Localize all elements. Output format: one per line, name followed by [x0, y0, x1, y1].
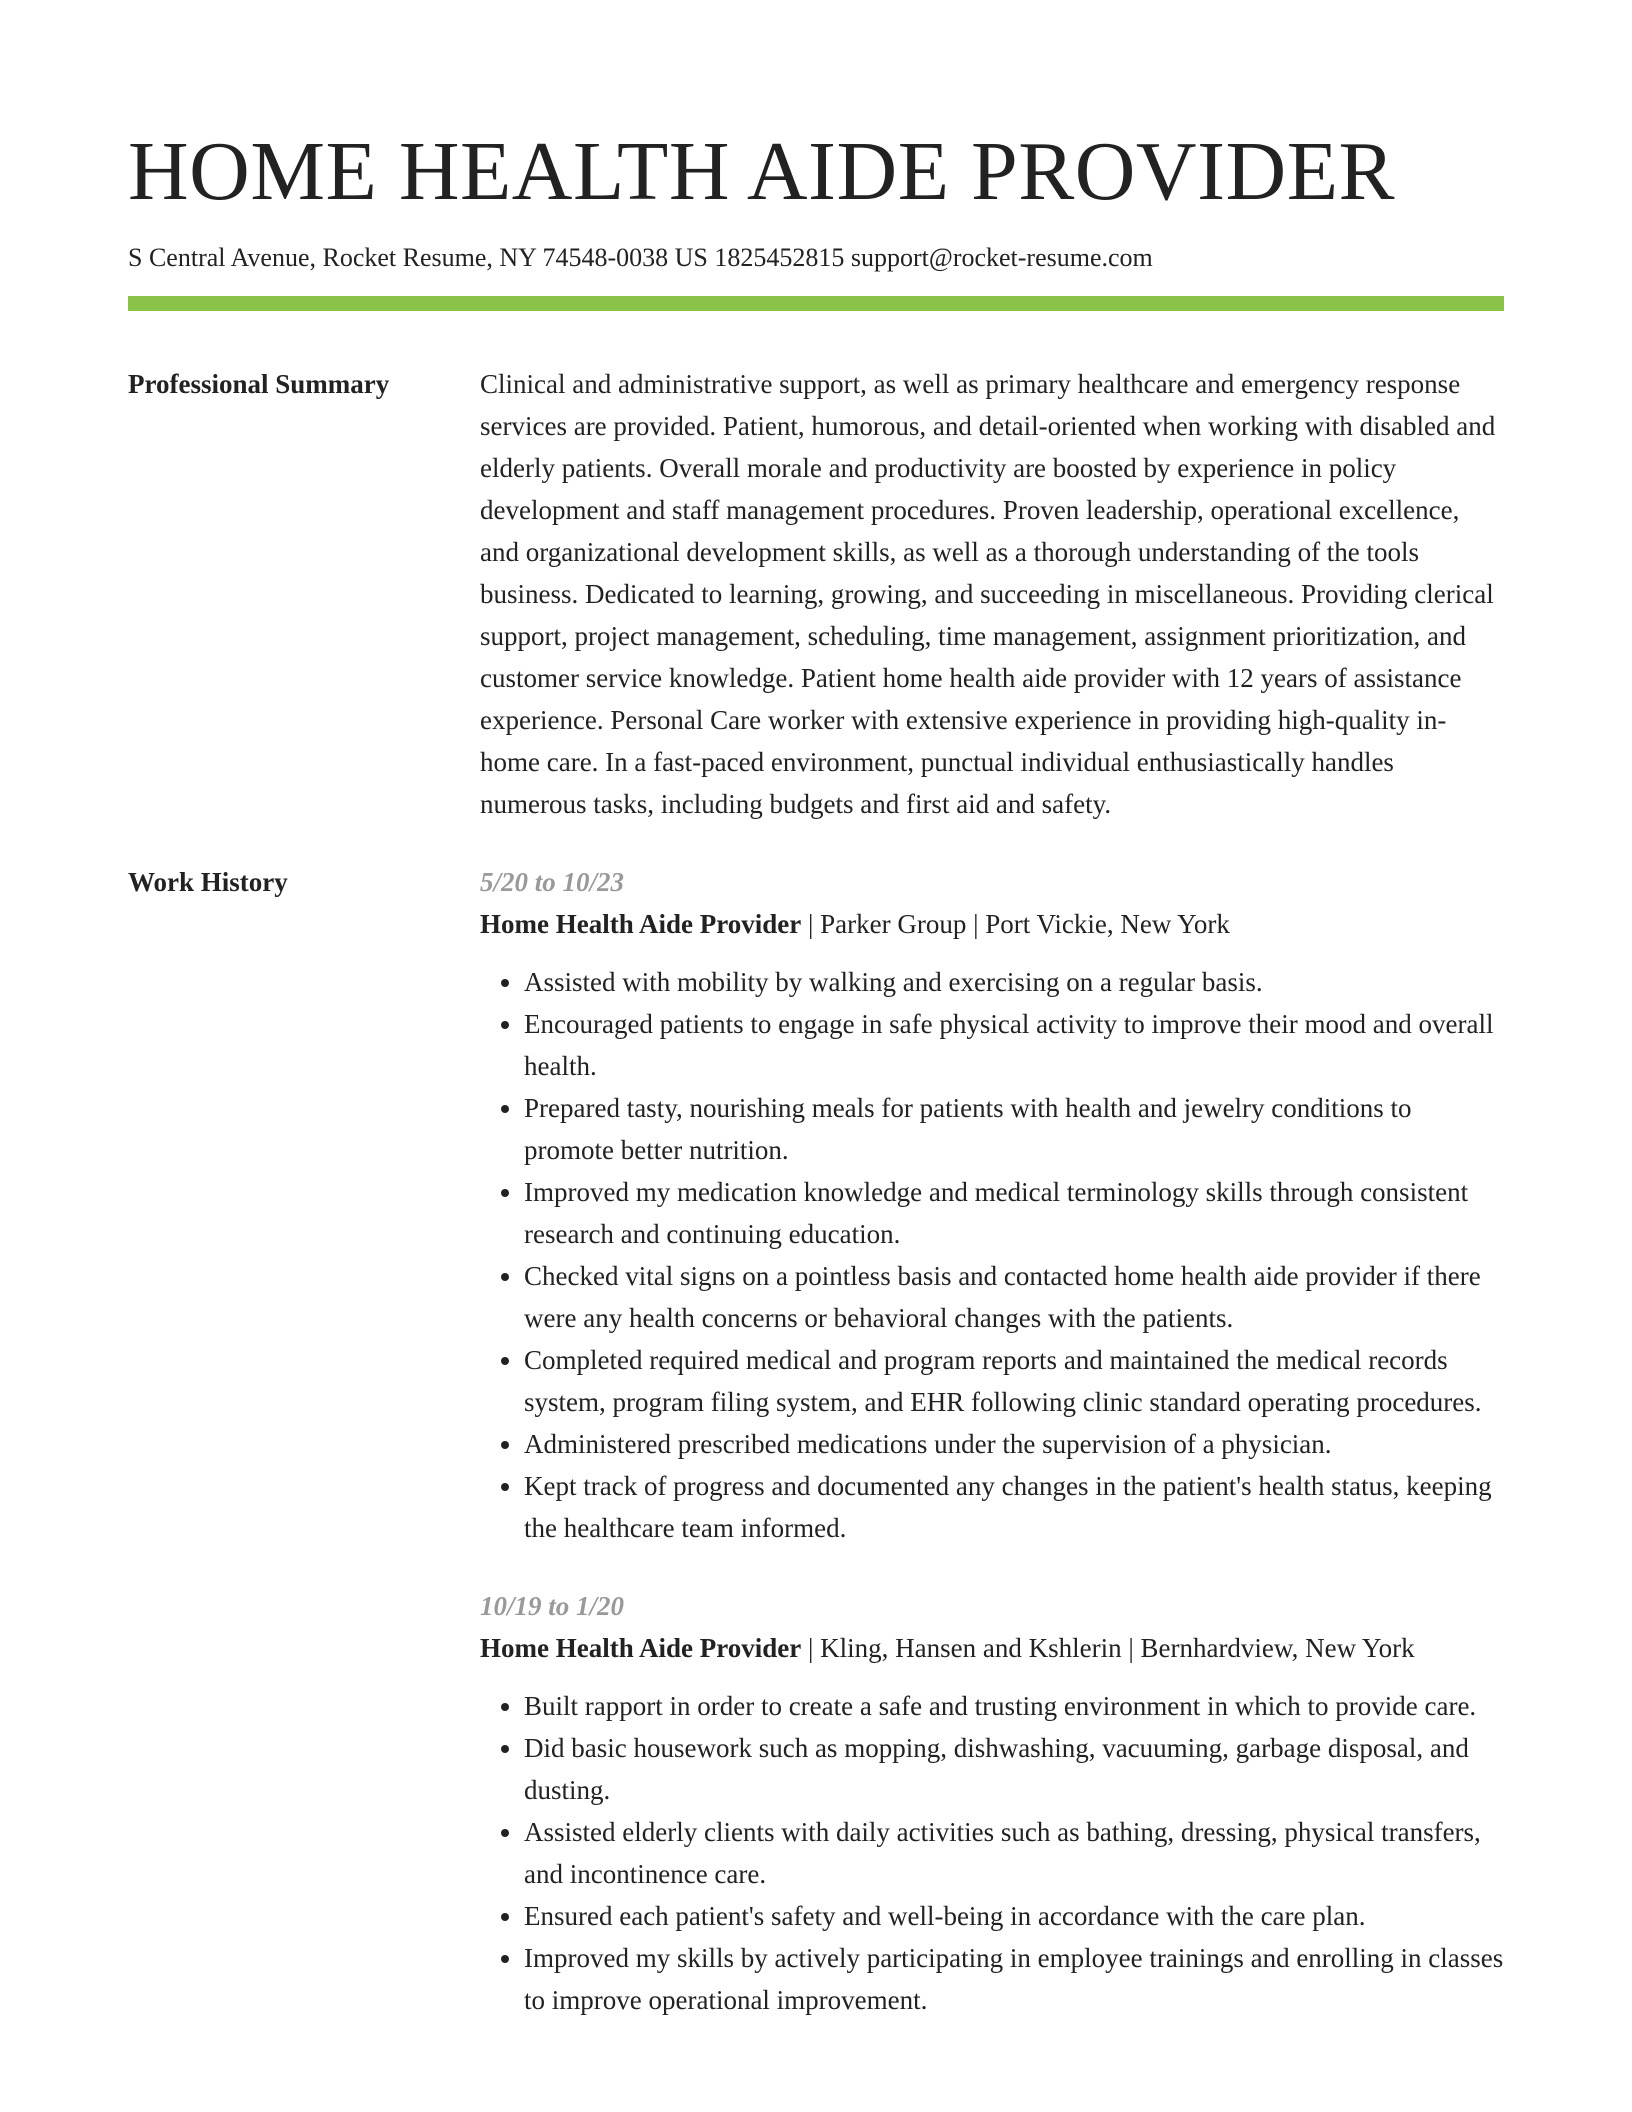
list-item: • Assisted with mobility by walking and exercising on a regular basis.	[524, 961, 1504, 1003]
resume-header	[128, 118, 1504, 311]
section-label-summary: Professional Summary	[128, 369, 390, 399]
list-item: • Improved my medication knowledge and medical terminology skills through consistent research and continuing education.	[524, 1171, 1504, 1255]
job-title: Home Health Aide Provider	[480, 909, 802, 939]
job-entry	[480, 861, 1504, 1549]
job-duties-list	[480, 1685, 1504, 2021]
work-history-body	[480, 861, 1504, 2021]
list-item: • Administered prescribed medications under the supervision of a physician.	[524, 1423, 1504, 1465]
job-title: Home Health Aide Provider	[480, 1633, 802, 1663]
job-employer-location: | Parker Group | Port Vickie, New York	[801, 909, 1230, 939]
list-item: • Ensured each patient's safety and well-being in accordance with the care plan.	[524, 1895, 1504, 1937]
job-dates: 5/20 to 10/23	[480, 867, 625, 897]
professional-summary-section	[128, 363, 1504, 825]
summary-text: Clinical and administrative support, as well as primary healthcare and emergency response services are provided. Patient, humorous, and detail-oriented when working with disabled and elderly patients. Overall morale and productivity are boosted by experience in policy development and staff management procedures. Proven leadership, operational excellence, and organizational development skills, as well as a thorough understanding of the tools business. Dedicated to learning, growing, and succeeding in miscellaneous. Providing clerical support, project management, scheduling, time management, assignment prioritization, and customer service knowledge. Patient home health aide provider with 12 years of assistance experience. Personal Care worker with extensive experience in providing high-quality in-home care. In a fast-paced environment, punctual individual enthusiastically handles numerous tasks, including budgets and first aid and safety.	[480, 369, 1496, 819]
job-duties-list	[480, 961, 1504, 1549]
contact-line: S Central Avenue, Rocket Resume, NY 74548-0038 US 1825452815 support@rocket-resume.com	[128, 243, 1153, 272]
job-heading	[480, 1627, 1504, 1669]
job-employer-location: | Kling, Hansen and Kshlerin | Bernhardview, New York	[801, 1633, 1415, 1663]
list-item: • Kept track of progress and documented any changes in the patient's health status, keeping the healthcare team informed.	[524, 1465, 1504, 1549]
list-item: • Completed required medical and program reports and maintained the medical records system, program filing system, and EHR following clinic standard operating procedures.	[524, 1339, 1504, 1423]
list-item: • Built rapport in order to create a safe and trusting environment in which to provide care.	[524, 1685, 1504, 1727]
job-heading	[480, 903, 1504, 945]
header-divider	[128, 296, 1504, 311]
list-item: • Improved my skills by actively participating in employee trainings and enrolling in classes to improve operational improvement.	[524, 1937, 1504, 2021]
list-item: • Prepared tasty, nourishing meals for patients with health and jewelry conditions to promote better nutrition.	[524, 1087, 1504, 1171]
list-item: • Did basic housework such as mopping, dishwashing, vacuuming, garbage disposal, and dusting.	[524, 1727, 1504, 1811]
candidate-name: HOME HEALTH AIDE PROVIDER	[128, 125, 1396, 218]
summary-body	[480, 363, 1504, 825]
work-history-section	[128, 861, 1504, 2021]
list-item: • Checked vital signs on a pointless basis and contacted home health aide provider if there were any health concerns or behavioral changes with the patients.	[524, 1255, 1504, 1339]
list-item: • Assisted elderly clients with daily activities such as bathing, dressing, physical transfers, and incontinence care.	[524, 1811, 1504, 1895]
job-entry	[480, 1585, 1504, 2021]
job-dates: 10/19 to 1/20	[480, 1591, 625, 1621]
section-label-work-history: Work History	[128, 867, 288, 897]
list-item: • Encouraged patients to engage in safe physical activity to improve their mood and overall health.	[524, 1003, 1504, 1087]
